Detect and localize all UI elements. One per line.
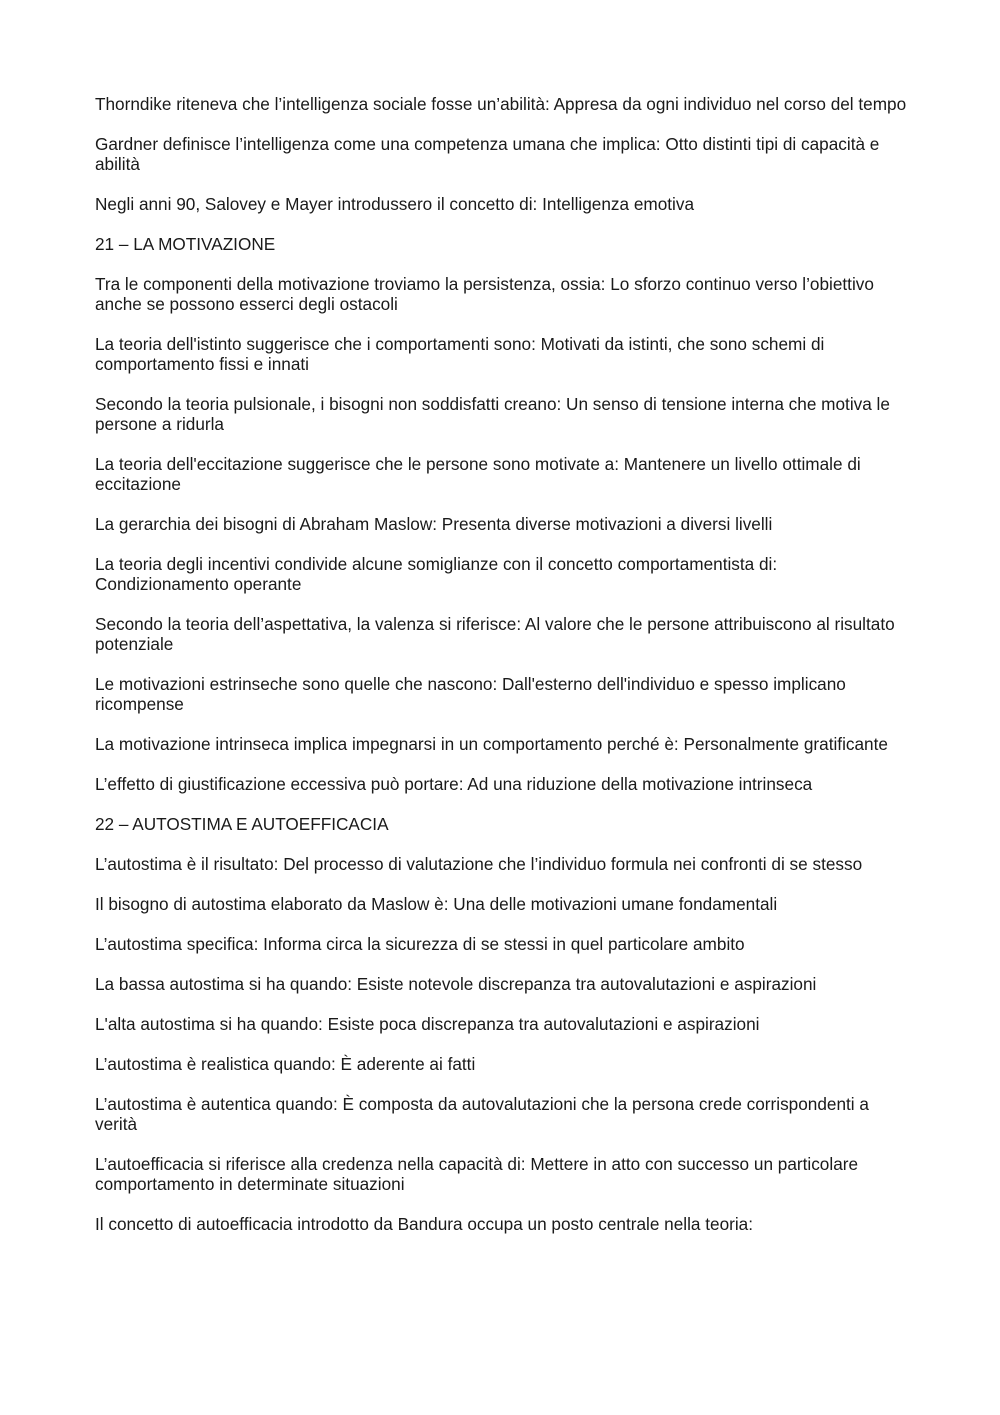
section-heading: 22 – AUTOSTIMA E AUTOEFFICACIA [95, 814, 389, 834]
paragraph: La teoria dell'istinto suggerisce che i comportamenti sono: Motivati da istinti, che sono schemi di comportamento fissi e innati [95, 334, 825, 374]
section-heading: 21 – LA MOTIVAZIONE [95, 234, 276, 254]
paragraph: Thorndike riteneva che l’intelligenza sociale fosse un’abilità: Appresa da ogni individuo nel corso del tempo [95, 94, 907, 114]
paragraph: La motivazione intrinseca implica impegnarsi in un comportamento perché è: Personalmente gratificante [95, 734, 888, 754]
paragraph: Tra le componenti della motivazione troviamo la persistenza, ossia: Lo sforzo continuo verso l’obiettivo anche se possono esserci degli ostacoli [95, 274, 874, 314]
paragraph: L’effetto di giustificazione eccessiva può portare: Ad una riduzione della motivazione intrinseca [95, 774, 813, 794]
paragraph: L’autostima è il risultato: Del processo di valutazione che l’individuo formula nei confronti di se stesso [95, 854, 863, 874]
paragraph: L’autostima è autentica quando: È composta da autovalutazioni che la persona crede corrispondenti a verità [95, 1094, 869, 1134]
paragraph: La gerarchia dei bisogni di Abraham Maslow: Presenta diverse motivazioni a diversi livelli [95, 514, 773, 534]
paragraph: L’autostima specifica: Informa circa la sicurezza di se stessi in quel particolare ambito [95, 934, 745, 954]
paragraph: Il concetto di autoefficacia introdotto da Bandura occupa un posto centrale nella teoria: [95, 1214, 754, 1234]
paragraph: L’autostima è realistica quando: È aderente ai fatti [95, 1054, 476, 1074]
document-page [95, 94, 910, 1254]
paragraph: Gardner definisce l’intelligenza come una competenza umana che implica: Otto distinti tipi di capacità e abilità [95, 134, 880, 174]
paragraph: La teoria degli incentivi condivide alcune somiglianze con il concetto comportamentista di: Condizionamento operante [95, 554, 778, 594]
paragraph: La bassa autostima si ha quando: Esiste notevole discrepanza tra autovalutazioni e aspirazioni [95, 974, 817, 994]
paragraph: Le motivazioni estrinseche sono quelle che nascono: Dall'esterno dell'individuo e spesso implicano ricompense [95, 674, 846, 714]
paragraph: L’autoefficacia si riferisce alla credenza nella capacità di: Mettere in atto con successo un particolare comportamento in determinate situazioni [95, 1154, 859, 1194]
paragraph: L'alta autostima si ha quando: Esiste poca discrepanza tra autovalutazioni e aspirazioni [95, 1014, 760, 1034]
paragraph: Negli anni 90, Salovey e Mayer introdussero il concetto di: Intelligenza emotiva [95, 194, 695, 214]
paragraph: Secondo la teoria dell’aspettativa, la valenza si riferisce: Al valore che le persone attribuiscono al risultato potenziale [95, 614, 895, 654]
paragraph: Secondo la teoria pulsionale, i bisogni non soddisfatti creano: Un senso di tensione interna che motiva le persone a ridurla [95, 394, 890, 434]
paragraph: Il bisogno di autostima elaborato da Maslow è: Una delle motivazioni umane fondamentali [95, 894, 778, 914]
paragraph: La teoria dell'eccitazione suggerisce che le persone sono motivate a: Mantenere un livello ottimale di eccitazione [95, 454, 861, 494]
